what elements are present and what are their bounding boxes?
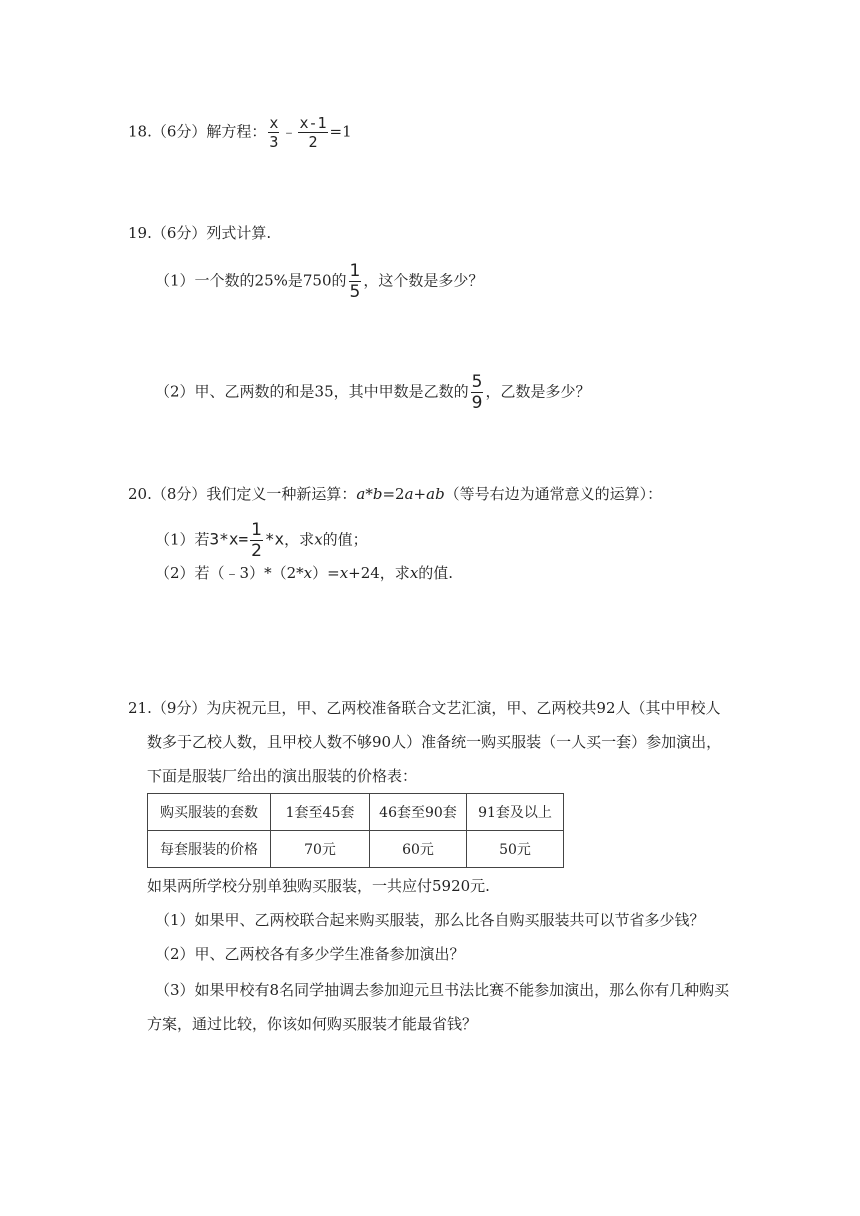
q20-title [128,484,662,504]
q18-operator: ﹣ [281,122,297,141]
q20-p2-x2: x [339,564,349,582]
q20-star: * [365,485,373,503]
q20-p1-mid: ，求 [284,530,315,549]
q20-eq: =2 [382,485,405,503]
q18-suffix: =1 [329,122,352,141]
q20-part2 [155,563,453,583]
q20-p1-frac-num: 1 [251,520,262,540]
q20-p1-pre: （1）若 [155,530,210,549]
q19-p2-fraction [471,373,484,412]
q20-var-a2: a [404,485,414,503]
q19-p1-fraction [349,262,362,301]
q19-p1-post: ，这个数是多少？ [363,271,484,290]
q20-p2-c: ）= [312,564,340,582]
q21-sub1: （1）如果甲、乙两校联合起来购买服装，那么比各自购买服装共可以节省多少钱？ [155,911,705,929]
table-cell: 50元 [467,831,564,868]
q20-var-b: b [372,485,383,503]
table-row [148,831,564,868]
q20-p2-x1: x [303,564,313,582]
q20-t1: 20.（8分）我们定义一种新运算： [128,485,357,503]
table-row [148,794,564,831]
q20-p1-fraction [250,521,263,560]
q19-p2-frac-den: 9 [471,393,483,413]
table-cell: 70元 [271,831,370,868]
q21-sub3-line1: （3）如果甲校有8名同学抽调去参加迎元旦书法比赛不能参加演出，那么你有几种购买 [155,981,730,999]
q19-p2-pre: （2）甲、乙两数的和是35，其中甲数是乙数的 [155,382,469,401]
table-cell: 60元 [370,831,467,868]
q20-p2-a: （2）若（﹣3）*（2* [155,564,304,582]
q19-p1-frac-den: 5 [349,282,361,302]
q20-p1-expr1: 3*x= [209,529,249,549]
q18-prefix: 18.（6分）解方程： [128,122,267,141]
q21-sub3-line2: 方案，通过比较，你该如何购买服装才能最省钱？ [147,1015,478,1033]
table-cell: 1套至45套 [271,794,370,831]
q18-fraction-2 [298,115,327,150]
q21-line4: 如果两所学校分别单独购买服装，一共应付5920元. [147,877,490,895]
price-table [147,793,564,868]
q19-title: 19.（6分）列式计算. [128,224,272,242]
q20-p2-e: +24，求 [348,564,410,582]
q21-line1: 21.（9分）为庆祝元旦，甲、乙两校准备联合文艺汇演，甲、乙两校共92人（其中甲校人 [128,699,721,717]
q19-part1 [155,262,483,301]
q21-sub2: （2）甲、乙两校各有多少学生准备参加演出？ [155,945,465,963]
q20-var-a: a [356,485,366,503]
q20-p1-var-x: x [314,530,323,549]
q19-p2-frac-num: 5 [471,372,483,392]
q18-frac2-den: 2 [308,133,318,151]
q19-p1-frac-num: 1 [349,261,361,281]
q20-plus: + [413,485,427,503]
q21-line3: 下面是服装厂给出的演出服装的价格表： [147,767,418,785]
q20-p2-x3: x [409,564,419,582]
q18-frac1-num: x [269,114,279,132]
table-cell: 每套服装的价格 [148,831,271,868]
q20-var-ab: ab [426,485,445,503]
q18-line [128,115,352,150]
q20-t9: （等号右边为通常意义的运算）： [444,485,663,503]
q20-part1 [155,521,368,560]
q18-fraction-1 [268,115,279,150]
q20-p1-frac-den: 2 [251,541,262,561]
q20-p1-expr2: *x [264,529,285,549]
q19-part2 [155,373,590,412]
table-cell: 46套至90套 [370,794,467,831]
table-cell: 购买服装的套数 [148,794,271,831]
q20-p1-post: 的值； [322,530,368,549]
q21-line2: 数多于乙校人数，且甲校人数不够90人）准备统一购买服装（一人买一套）参加演出， [147,733,722,751]
q18-frac1-den: 3 [269,133,279,151]
table-cell: 91套及以上 [467,794,564,831]
q19-p2-post: ，乙数是多少？ [485,382,591,401]
q18-frac2-num: x-1 [299,114,327,132]
q19-p1-pre: （1）一个数的25%是750的 [155,271,347,290]
q20-p2-g: 的值. [418,564,454,582]
